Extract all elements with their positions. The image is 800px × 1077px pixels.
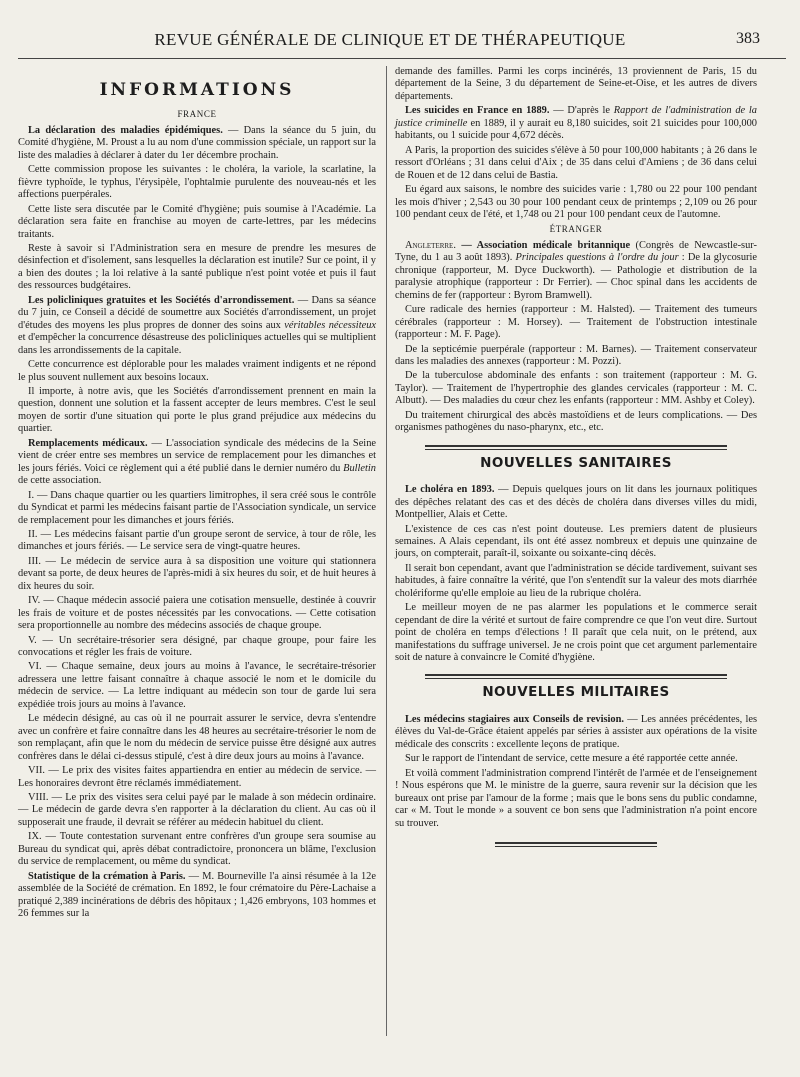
paragraph-policliniques: Les policliniques gratuites et les Sociétés d'arrondissement. — Dans sa séance du 7 juin, ce Conseil a décidé de soumettre aux Sociétés d'arrondissement, un projet d'études des moyens les plus propres de donner des soins aux véritables nécessiteux et d'empêcher la concurrence désastreuse des policliniques actuelles qui se multiplient dans les arrondissements de la capitale. bbox=[18, 294, 376, 356]
paragraph: Cette concurrence est déplorable pour les malades vraiment indigents et ne répond le plus souvent nullement aux besoins locaux. bbox=[18, 359, 376, 383]
header-rule bbox=[18, 58, 786, 59]
country-angleterre: Angleterre. bbox=[405, 239, 456, 251]
running-title: REVUE GÉNÉRALE DE CLINIQUE ET DE THÉRAPEUTIQUE bbox=[154, 30, 626, 49]
paragraph: Et voilà comment l'administration comprend l'intérêt de l'armée et de l'enseignement ! Nous espérons que M. le ministre de la guerre, saura revenir sur la décision que les bureaux ont prise par l'amour de la forme ; mais que le bons sens du public condamne, car « M. Tout le monde » a souvent ce bon sens que l'administration n'a point encore su trouver. bbox=[395, 767, 757, 829]
france-label: FRANCE bbox=[177, 109, 217, 120]
article-4: IV. — Chaque médecin associé paiera une cotisation mensuelle, destinée à couvrir les frais de voiture et de postes nécessités par les convocations. — Cette cotisation sera proportionnelle au nombre des médecins associés de chaque groupe. bbox=[18, 595, 376, 632]
paragraph: De la tuberculose abdominale des enfants : son traitement (rapporteur : M. G. Taylor). — Traitement de l'hypertrophie des glandes cervicales (rapporteur : M. C. Albutt). — Des maladies du cœur chez les enfants (rapporteur : MM. Ashby et Coley). bbox=[395, 370, 757, 407]
banner-sanitaires bbox=[395, 445, 757, 476]
article-8: VIII. — Le prix des visites sera celui payé par le malade à son médecin ordinaire. — Le médecin de garde devra s'en rapporter à la déclaration du client. Au cas où il supposerait une fraude, il devrait se référer au médecin habituel du client. bbox=[18, 792, 376, 828]
paragraph-remplacements: Remplacements médicaux. — L'association syndicale des médecins de la Seine vient de créer entre ses membres un service de remplacement pour les dimanches et les jours fériés. Voici ce règlement qui a été publié dans le dernier numéro du Bulletin de cette association. bbox=[18, 437, 376, 487]
paragraph-cholera: Le choléra en 1893. — Depuis quelques jours on lit dans les journaux politiques des dépêches relatant des cas et des décès de choléra dans diverses villes du midi, Montpellier, Alais et Cette. bbox=[395, 484, 757, 521]
section-title-informations: INFORMATIONS bbox=[99, 80, 295, 100]
page-number: 383 bbox=[736, 30, 760, 47]
paragraph: Cette liste sera discutée par le Comité d'hygiène; puis soumise à l'Académie. La déclaration sera faite en franchise au moyen de carte-lettres, par les médecins traitants. bbox=[18, 203, 376, 240]
heading-declaration: La déclaration des maladies épidémiques. bbox=[28, 124, 223, 136]
paragraph: Eu égard aux saisons, le nombre des suicides varie : 1,780 ou 22 pour 100 pendant les mois d'hiver ; 2,543 ou 30 pour 100 pendant ceux de printemps ; 2,109 ou 26 pour 100 pendant ceux de l'été, et 1,748 ou 21 pour 100 pendant ceux de l'automne. bbox=[395, 184, 757, 220]
banner-militaires bbox=[395, 674, 757, 705]
paragraph: L'existence de ces cas n'est point douteuse. Les premiers datent de plusieurs semaines. A Alais cependant, ils ont été assez nombreux et depuis une quinzaine de jours, on compterait, paraît-il, soixante ou soixante-cinq décès. bbox=[395, 523, 757, 560]
column-divider bbox=[386, 66, 387, 1036]
paragraph: De la septicémie puerpérale (rapporteur : M. Barnes). — Traitement conservateur dans les maladies des annexes (rapporteur : M. Pozzi). bbox=[395, 343, 757, 367]
article-6: VI. — Chaque semaine, deux jours au moins à l'avance, le secrétaire-trésorier adressera une lettre faisant connaître à chaque associé le nom et le domicile du médecin de service. — La lettre indiquant au médecin son tour de garde lui sera expédiée trois jours au moins à l'avance. bbox=[18, 661, 376, 710]
article-2: II. — Les médecins faisant partie d'un groupe seront de service, à tour de rôle, les dimanches et jours fériés. — Le service sera de vingt-quatre heures. bbox=[18, 528, 376, 553]
paragraph: Sur le rapport de l'intendant de service, cette mesure a été rapportée cette année. bbox=[405, 753, 738, 765]
paragraph: Il importe, à notre avis, que les Sociétés d'arrondissement prennent en main la question, donnent une solution et la fassent accepter de leurs membres. C'est le seul moyen de sortir d'une situation qui porte le plus grand préjudice aux médecins du quartier. bbox=[18, 385, 376, 435]
paragraph-suicides: Les suicides en France en 1889. — D'après le Rapport de l'administration de la justice criminelle en 1889, il y aurait eu 8,180 suicides, soit 21 suicides pour 100,000 habitants, ou 1 suicide pour 4,672 décès. bbox=[395, 105, 757, 142]
etranger-label: ÉTRANGER bbox=[549, 224, 603, 235]
article-5: V. — Un secrétaire-trésorier sera désigné, par chaque groupe, pour faire les convocations et régler les frais de voiture. bbox=[18, 634, 376, 659]
heading-suicides: Les suicides en France en 1889. bbox=[405, 105, 550, 117]
running-head bbox=[0, 28, 800, 52]
paragraph: Le meilleur moyen de ne pas alarmer les populations et le commerce serait cependant de dire la vérité et surtout de faire comprendre ce que l'on veut dire. Surtout point de choléra en temps d'élections ! Il paraît que cela nuit, on le prétend, aux manifestations du suffrage universel. Je ne crois point que cet argument parlementaire soit de nature à convaincre le Comité d'hygiène. bbox=[395, 602, 757, 664]
paragraph: A Paris, la proportion des suicides s'élève à 50 pour 100,000 habitants ; à 26 dans le ressort d'Orléans ; 31 dans celui d'Aix ; de 35 dans celui d'Amiens ; de 36 dans celui de Rouen et de 12 dans celui de Bastia. bbox=[395, 144, 757, 181]
heading-association: — Association médicale britannique bbox=[455, 239, 631, 251]
paragraph-angleterre: Angleterre. — Association médicale britannique (Congrès de Newcastle-sur-Tyne, du 1 au 3 août 1893). Principales questions à l'ordre du jour : De la glycosurie chronique (rapporteur, M. Dyce Duckworth). — Pathologie et distribution de la paralysie atrophique (rapporteur : Dr Ferrier). — Choc spinal dans les accidents de chemins de fer (rapporteur : Byrom Bramwell). bbox=[395, 239, 757, 301]
left-column bbox=[18, 66, 376, 923]
paragraph: Du traitement chirurgical des abcès mastoïdiens et de leurs complications. — Des organismes pathogènes du naso-pharynx, etc., etc. bbox=[395, 409, 757, 434]
article-7: VII. — Le prix des visites faites appartiendra en entier au médecin de service. — Les honoraires devront être réclamés immédiatement. bbox=[18, 765, 376, 789]
paragraph-cremation: Statistique de la crémation à Paris. — M. Bourneville l'a ainsi résumée à la 12e assemblée de la Société de crémation. En 1892, le four crématoire du Père-Lachaise a pratiqué 2,389 incinérations de débris des hôpitaux ; 1,426 embryons, 103 hommes et 26 femmes sur la bbox=[18, 870, 376, 920]
paragraph-stagiaires: Les médecins stagiaires aux Conseils de revision. — Les années précédentes, les élèves du Val-de-Grâce étaient appelés par séries à assister aux opérations de la visite médicale des conscrits : excellente leçons de pratique. bbox=[395, 713, 757, 750]
paragraph-declaration: La déclaration des maladies épidémiques. — Dans la séance du 5 juin, du Comité d'hygiène, M. Proust a lu au nom d'une commission spéciale, un rapport sur la liste des maladies à déclarer à dater du 1er décembre prochain. bbox=[18, 124, 376, 161]
heading-remplacements: Remplacements médicaux. bbox=[28, 437, 148, 449]
section-title-sanitaires: NOUVELLES SANITAIRES bbox=[480, 454, 672, 471]
section-title-militaires: NOUVELLES MILITAIRES bbox=[482, 684, 670, 701]
paragraph: Reste à savoir si l'Administration sera en mesure de prendre les mesures de désinfection et d'isolement, sans lesquelles la déclaration est inutile? Sur ce point, il y a bien des doutes ; la loi relative à la santé publique n'est point votée et puis il faut des ressources budgétaires. bbox=[18, 242, 376, 292]
article-9: IX. — Toute contestation survenant entre confrères d'un groupe sera soumise au Bureau du syndicat qui, après débat contradictoire, prononcera un blâme, l'exclusion du service de remplacement, ou même du syndicat. bbox=[18, 831, 376, 868]
heading-cholera: Le choléra en 1893. bbox=[405, 484, 495, 496]
heading-policliniques: Les policliniques gratuites et les Sociétés d'arrondissement. bbox=[28, 294, 295, 306]
paragraph: Cure radicale des hernies (rapporteur : M. Halsted). — Traitement des tumeurs cérébrales (rapporteur : M. Horsey). — Traitement de l'obstruction intestinale (rapporteur : M. F. Page). bbox=[395, 304, 757, 341]
article-3: III. — Le médecin de service aura à sa disposition une voiture qui stationnera devant sa porte, de deux heures de l'après-midi à six heures du soir, et de huit heures à dix heures du soir. bbox=[18, 555, 376, 592]
heading-cremation: Statistique de la crémation à Paris. bbox=[28, 870, 186, 882]
heading-stagiaires: Les médecins stagiaires aux Conseils de revision. bbox=[405, 713, 625, 725]
end-rule bbox=[495, 842, 657, 847]
paragraph: Il serait bon cependant, avant que l'administration se décide tardivement, suivant ses habitudes, à faire connaître la vérité, que l'on s'entendît sur la valeur des mots diarrhée cholériforme qu'elle emploie au lieu de la rubrique choléra. bbox=[395, 562, 757, 599]
article-6b: Le médecin désigné, au cas où il ne pourrait assurer le service, devra s'entendre avec un confrère et faire connaître dans les 48 heures au secrétaire-trésorier le nom de son remplaçant, afin que le nom du médecin de service puisse être désigné aux autres confrères dans le délai ci-dessus stipulé, c'est à dire deux jours au moins à l'avance. bbox=[18, 713, 376, 762]
right-column bbox=[395, 66, 757, 847]
paragraph: Cette commission propose les suivantes : le choléra, la variole, la scarlatine, la fièvre typhoïde, le typhus, l'érysipèle, l'ophtalmie purulente des nouveau-nés et les affections puerpérales. bbox=[18, 164, 376, 201]
paragraph-cremation-cont: demande des familles. Parmi les corps incinérés, 13 proviennent de Paris, 15 du département de la Seine, 3 du département de Seine-et-Oise, et les autres de divers départements. bbox=[395, 66, 757, 102]
article-1: I. — Dans chaque quartier ou les quartiers limitrophes, il sera créé sous le contrôle du Syndicat et parmi les médecins faisant partie de l'Association syndicale, un service de remplacement pour les dimanches et jours fériés. bbox=[18, 489, 376, 526]
